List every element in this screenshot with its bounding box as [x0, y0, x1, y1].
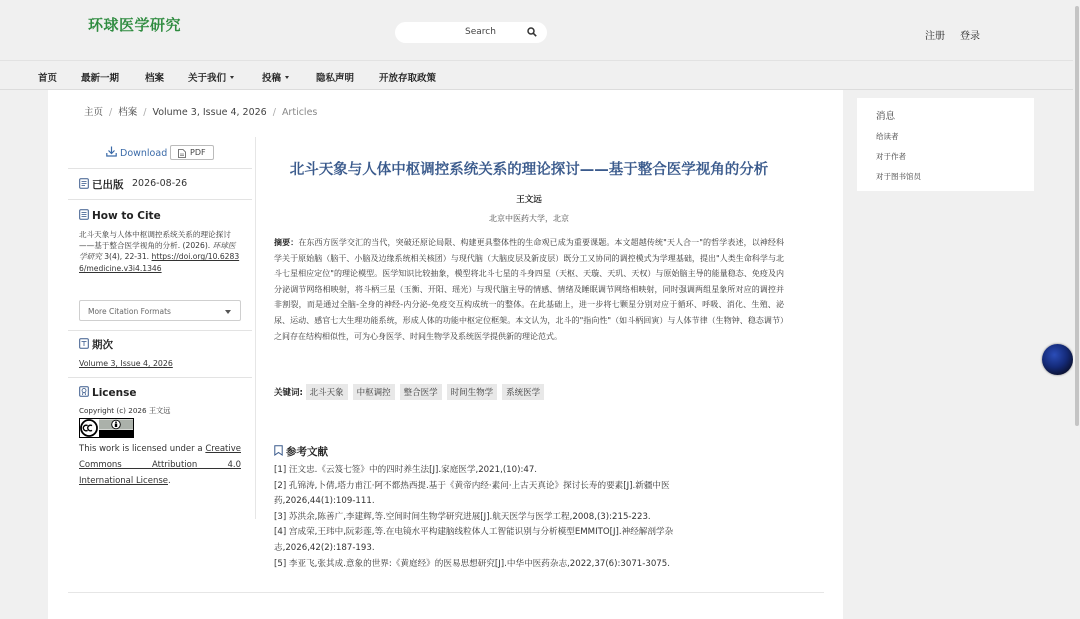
nav-home[interactable]: 首页	[38, 73, 58, 84]
news-link-readers[interactable]: 给读者	[876, 132, 899, 141]
floating-assistant-icon[interactable]	[1042, 344, 1073, 375]
breadcrumb-archive[interactable]: 档案	[118, 107, 138, 118]
nav-privacy[interactable]: 隐私声明	[316, 73, 355, 84]
keywords-label: 关键词:	[274, 388, 303, 398]
chevron-down-icon	[225, 310, 231, 314]
main-nav	[0, 60, 1080, 90]
author-affiliation: 北京中医药大学，北京	[489, 214, 569, 223]
copyright-text: Copyright (c) 2026 王文远	[79, 406, 171, 415]
published-heading	[79, 177, 124, 192]
issue-heading-label: 期次	[92, 339, 113, 351]
nav-current-issue[interactable]: 最新一期	[81, 73, 120, 84]
published-date: 2026-08-26	[132, 178, 188, 189]
download-icon	[106, 146, 117, 157]
breadcrumb-separator: /	[143, 107, 147, 118]
citation-volume: 3(4), 22-31.	[104, 252, 150, 262]
sidebar-divider	[68, 330, 252, 331]
site-logo[interactable]: 环球医学研究	[88, 16, 182, 34]
pdf-label: PDF	[190, 148, 206, 157]
doi-link[interactable]: https://doi.org/10.62836/medicine.v3i4.1346	[79, 252, 240, 273]
issue-link[interactable]: Volume 3, Issue 4, 2026	[79, 359, 173, 368]
abstract-colon: ：	[290, 238, 299, 247]
keyword-tag: 时间生物学	[447, 384, 498, 400]
citation-journal: 环球医学研究	[79, 241, 236, 262]
nav-submissions[interactable]	[262, 70, 289, 84]
abstract	[274, 235, 784, 344]
download-label: Download	[120, 148, 168, 159]
keyword-tag: 北斗天象	[306, 384, 348, 400]
content-divider	[68, 592, 824, 593]
license-suffix: .	[168, 475, 171, 486]
issue-heading	[79, 337, 113, 352]
article-title: 北斗天象与人体中枢调控系统关系的理论探讨——基于整合医学视角的分析	[289, 162, 769, 178]
breadcrumb-home[interactable]: 主页	[84, 107, 104, 118]
news-link-authors[interactable]: 对于作者	[876, 152, 906, 161]
nav-about-label: 关于我们	[188, 73, 227, 84]
breadcrumb-separator: /	[109, 107, 113, 118]
nav-open-access[interactable]: 开放存取政策	[379, 73, 437, 84]
nav-about[interactable]	[188, 70, 234, 84]
license-prefix: This work is licensed under a	[79, 444, 206, 454]
file-icon	[178, 149, 186, 158]
license-text	[79, 442, 241, 489]
login-link[interactable]: 登录	[960, 31, 980, 42]
nav-submissions-label: 投稿	[262, 73, 282, 84]
breadcrumb-issue[interactable]: Volume 3, Issue 4, 2026	[152, 107, 267, 118]
chevron-down-icon	[230, 76, 234, 79]
sidebar-divider	[68, 377, 252, 378]
news-title: 消息	[876, 111, 896, 122]
breadcrumb-separator: /	[272, 107, 276, 118]
reference-item: [3] 苏洪余,陈善广,李建辉,等.空间时间生物学研究进展[J].航天医学与医学工程,2008,(3):215-223.	[274, 511, 651, 522]
sidebar-divider	[68, 199, 252, 200]
abstract-text: 在东西方医学交汇的当代，突破还原论局限、构建更具整体性的生命观已成为重要课题。本文超越传统"天人合一"的哲学表述，以神经科学关于原始脑（脑干、小脑及边缘系统相关核团）与现代脑（大脑皮层及新皮层）既分工又协同的调控模式为学理基础，提出"人类生命科学与北斗七星相应定位"的理论模型。医学知识比较抽象，模型将北斗七星的斗身四星（天枢、天璇、天玑、天权）与原始脑主导的能量稳态、免疫及内分泌调节网络相映射，将斗柄三星（玉衡、开阳、瑶光）与现代脑主导的情感、情绪及睡眠调节网络相映射，同时强调两组星象所对应的调控并非割裂，而是通过全脑-全身的神经-内分泌-免疫交互构成统一的整体。在此基础上，进一步将七颗星分别对应于循环、呼吸、消化、生殖、泌尿、运动、感官七大生理功能系统，形成人体的功能中枢定位框架。本文认为，北斗的"指向性"（如斗柄回寅）与人体节律（生物钟、稳态调节）之间存在结构相似性，可为心身医学、时间生物学及系统医学提供新的理论范式。	[274, 238, 785, 341]
nav-archive[interactable]: 档案	[145, 73, 165, 84]
download-link[interactable]	[106, 146, 167, 159]
author-name: 王文远	[516, 195, 542, 205]
scrollbar-thumb[interactable]	[1075, 6, 1079, 426]
site-header	[0, 0, 1080, 60]
reference-item: [4] 宫成荣,王玮中,阮彩莲,等.在电镜水平构建脑线粒体人工智能识别与分析模型EMMITO[J].神经解剖学杂志,2026,42(2):187-193.	[274, 527, 674, 553]
column-divider	[255, 137, 256, 519]
bookmark-icon	[274, 445, 283, 456]
license-icon	[79, 386, 89, 397]
reference-item: [2] 孔锦涛,卜倩,塔力甫江·阿不都热西提.基于《黄帝内经·素问·上古天真论》探讨长寿的要素[J].新疆中医药,2026,44(1):109-111.	[274, 480, 670, 507]
reference-item: [5] 李亚飞,张其成.意象的世界:《黄庭经》的医易思想研究[J].中华中医药杂志,2022,37(6):3071-3075.	[274, 558, 670, 569]
license-link[interactable]: Creative Commons Attribution 4.0 International License	[79, 444, 241, 486]
references-heading	[274, 444, 328, 459]
sidebar-divider	[68, 168, 252, 169]
news-link-librarians[interactable]: 对于图书馆员	[876, 172, 921, 181]
search-input[interactable]: Search	[465, 27, 496, 37]
citation-format-label: More Citation Formats	[88, 307, 171, 316]
breadcrumb	[84, 104, 317, 118]
abstract-label: 摘要	[274, 238, 291, 247]
search-box[interactable]	[395, 22, 547, 43]
published-label: 已出版	[92, 179, 124, 191]
keyword-tag: 中枢调控	[353, 384, 395, 400]
quote-icon	[79, 209, 89, 220]
citation-text	[79, 229, 241, 274]
citation-body: 北斗天象与人体中枢调控系统关系的理论探讨——基于整合医学视角的分析. (2026).	[79, 230, 231, 251]
license-heading-label: License	[92, 387, 137, 399]
search-icon[interactable]	[527, 27, 537, 37]
license-heading	[79, 386, 136, 399]
register-link[interactable]: 注册	[925, 31, 945, 42]
keyword-tag: 整合医学	[400, 384, 442, 400]
pdf-button[interactable]	[170, 145, 214, 160]
keywords	[274, 384, 549, 400]
reference-item: [1] 汪文忠.《云笈七签》中的四时养生法[J].家庭医学,2021,(10):47.	[274, 465, 538, 475]
references-list	[274, 463, 744, 572]
keyword-tag: 系统医学	[502, 384, 544, 400]
cc-by-badge-icon[interactable]	[79, 418, 134, 438]
references-heading-label: 参考文献	[286, 446, 328, 458]
cite-heading	[79, 209, 161, 222]
chevron-down-icon	[285, 76, 289, 79]
document-icon	[79, 178, 89, 189]
citation-format-select[interactable]	[79, 300, 241, 321]
breadcrumb-current: Articles	[281, 107, 318, 118]
issue-icon	[79, 338, 89, 349]
cite-heading-label: How to Cite	[92, 210, 161, 222]
